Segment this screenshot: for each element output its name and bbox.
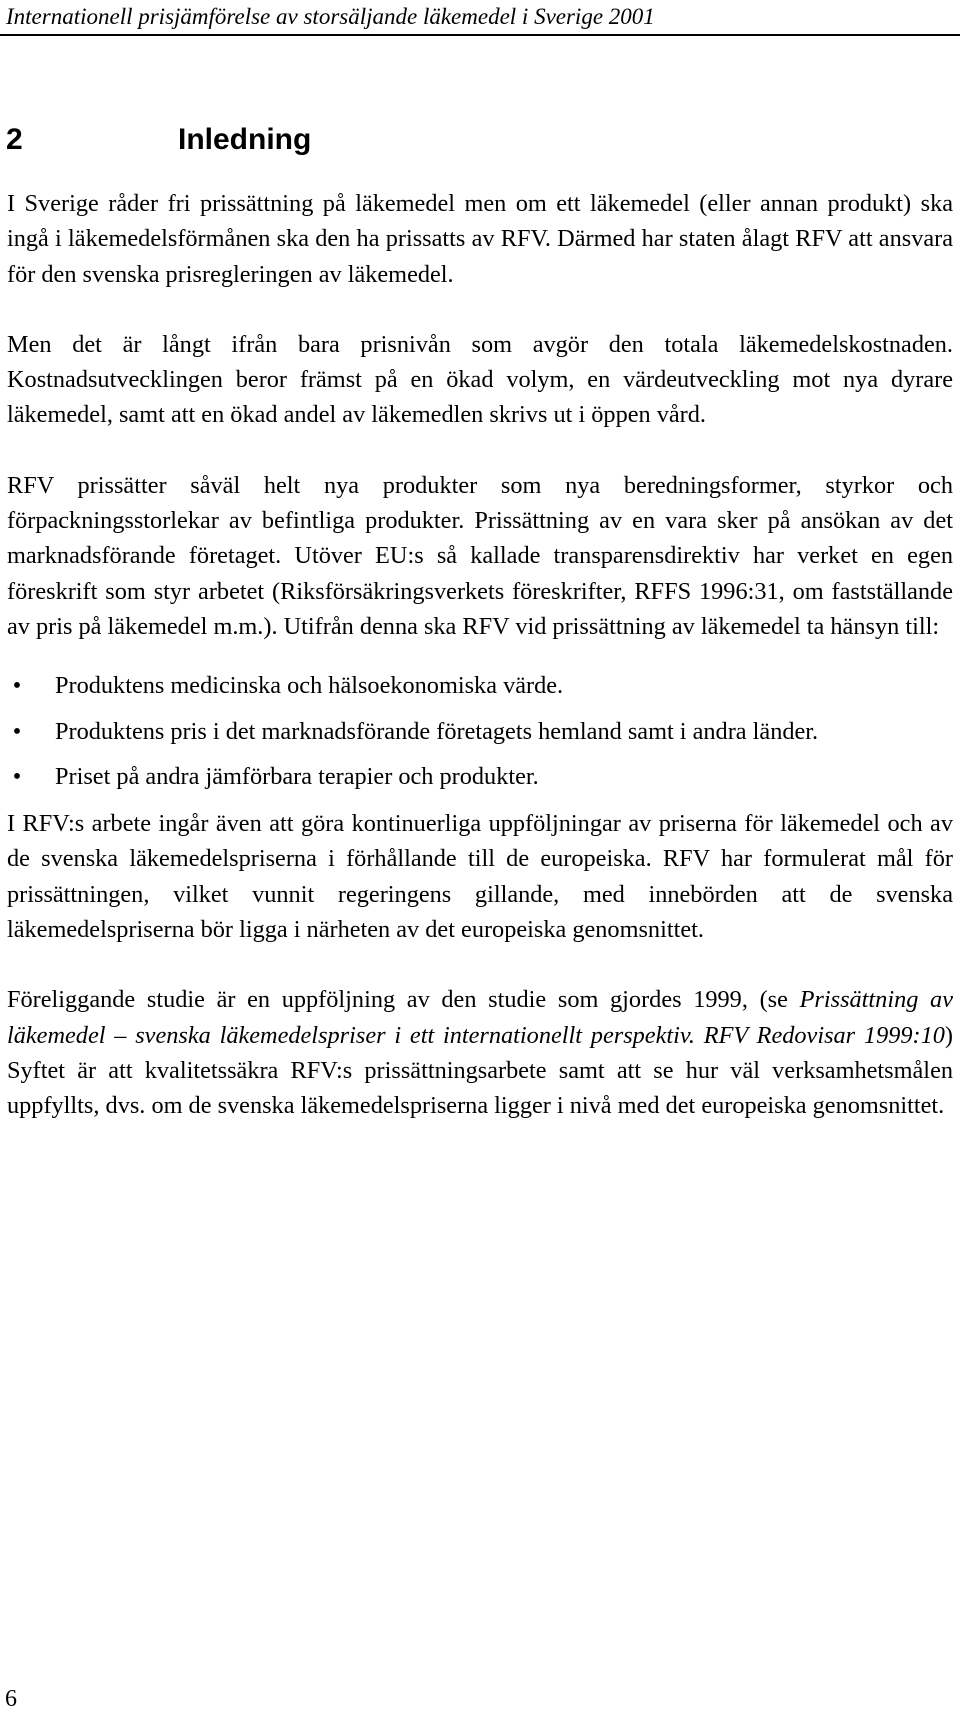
study-text-start: Föreliggande studie är en uppföljning av den studie som gjordes 1999, (se: [7, 986, 800, 1014]
chapter-number: 2: [6, 123, 23, 156]
report-reference: Prissättning av läkemedel – svenska läkemedelspriser i ett internationellt perspektiv. RFV Redovisar 1999:10: [7, 986, 953, 1049]
list-item: [7, 714, 953, 749]
chapter-heading: [6, 122, 311, 158]
criteria-list: [7, 668, 953, 794]
body-text: [7, 186, 953, 1159]
list-item-text: Produktens pris i det marknadsförande företagets hemland samt i andra länder.: [55, 717, 819, 745]
paragraph-study: [7, 982, 953, 1123]
bullet-icon: •: [12, 672, 22, 700]
study-text-end: ) Syftet är att kvalitetssäkra RFV:s prissättningsarbete samt att se hur väl verksamhetsmålen uppfyllts, dvs. om de svenska läkemedelspriserna ligger i nivå med det europeiska genomsnittet.: [7, 1021, 953, 1120]
list-item-text: Priset på andra jämförbara terapier och produkter.: [55, 762, 539, 790]
paragraph-pricing: RFV prissätter såväl helt nya produkter som nya beredningsformer, styrkor och förpackningsstorlekar av befintliga produkter. Prissättning av en vara sker på ansökan av det marknadsförande företaget. Utöver EU:s så kallade transparensdirektiv har verket en egen föreskrift som styr arbetet (Riksförsäkringsverkets föreskrifter, RFFS 1996:31, om fastställande av pris på läkemedel m.m.). Utifrån denna ska RFV vid prissättning av läkemedel ta hänsyn till:: [7, 471, 953, 640]
bullet-icon: •: [12, 762, 22, 790]
paragraph-costs: Men det är långt ifrån bara prisnivån som avgör den totala läkemedelskostnaden. Kostnadsutvecklingen beror främst på en ökad volym, en värdeutveckling mot nya dyrare läkemedel, samt att en ökad andel av läkemedlen skrivs ut i öppen vård.: [7, 330, 953, 429]
page-number: 6: [5, 1686, 17, 1712]
list-item: [7, 668, 953, 703]
paragraph-followup: I RFV:s arbete ingår även att göra kontinuerliga uppföljningar av priserna för läkemedel och av de svenska läkemedelspriserna i förhållande till de europeiska. RFV har formulerat mål för prissättningen, vilket vunnit regeringens gillande, med innebörden att de svenska läkemedelspriserna bör ligga i närheten av det europeiska genomsnittet.: [7, 810, 953, 944]
paragraph-intro: I Sverige råder fri prissättning på läkemedel men om ett läkemedel (eller annan produkt) ska ingå i läkemedelsförmånen ska den ha prissatts av RFV. Därmed har staten ålagt RFV att ansvara för den svenska prisregleringen av läkemedel.: [7, 190, 953, 288]
list-item: [7, 759, 953, 794]
running-header: Internationell prisjämförelse av storsäljande läkemedel i Sverige 2001: [6, 4, 655, 29]
header-rule: [0, 34, 960, 36]
list-item-text: Produktens medicinska och hälsoekonomiska värde.: [55, 672, 564, 700]
bullet-icon: •: [12, 717, 22, 745]
chapter-title: Inledning: [178, 123, 312, 156]
